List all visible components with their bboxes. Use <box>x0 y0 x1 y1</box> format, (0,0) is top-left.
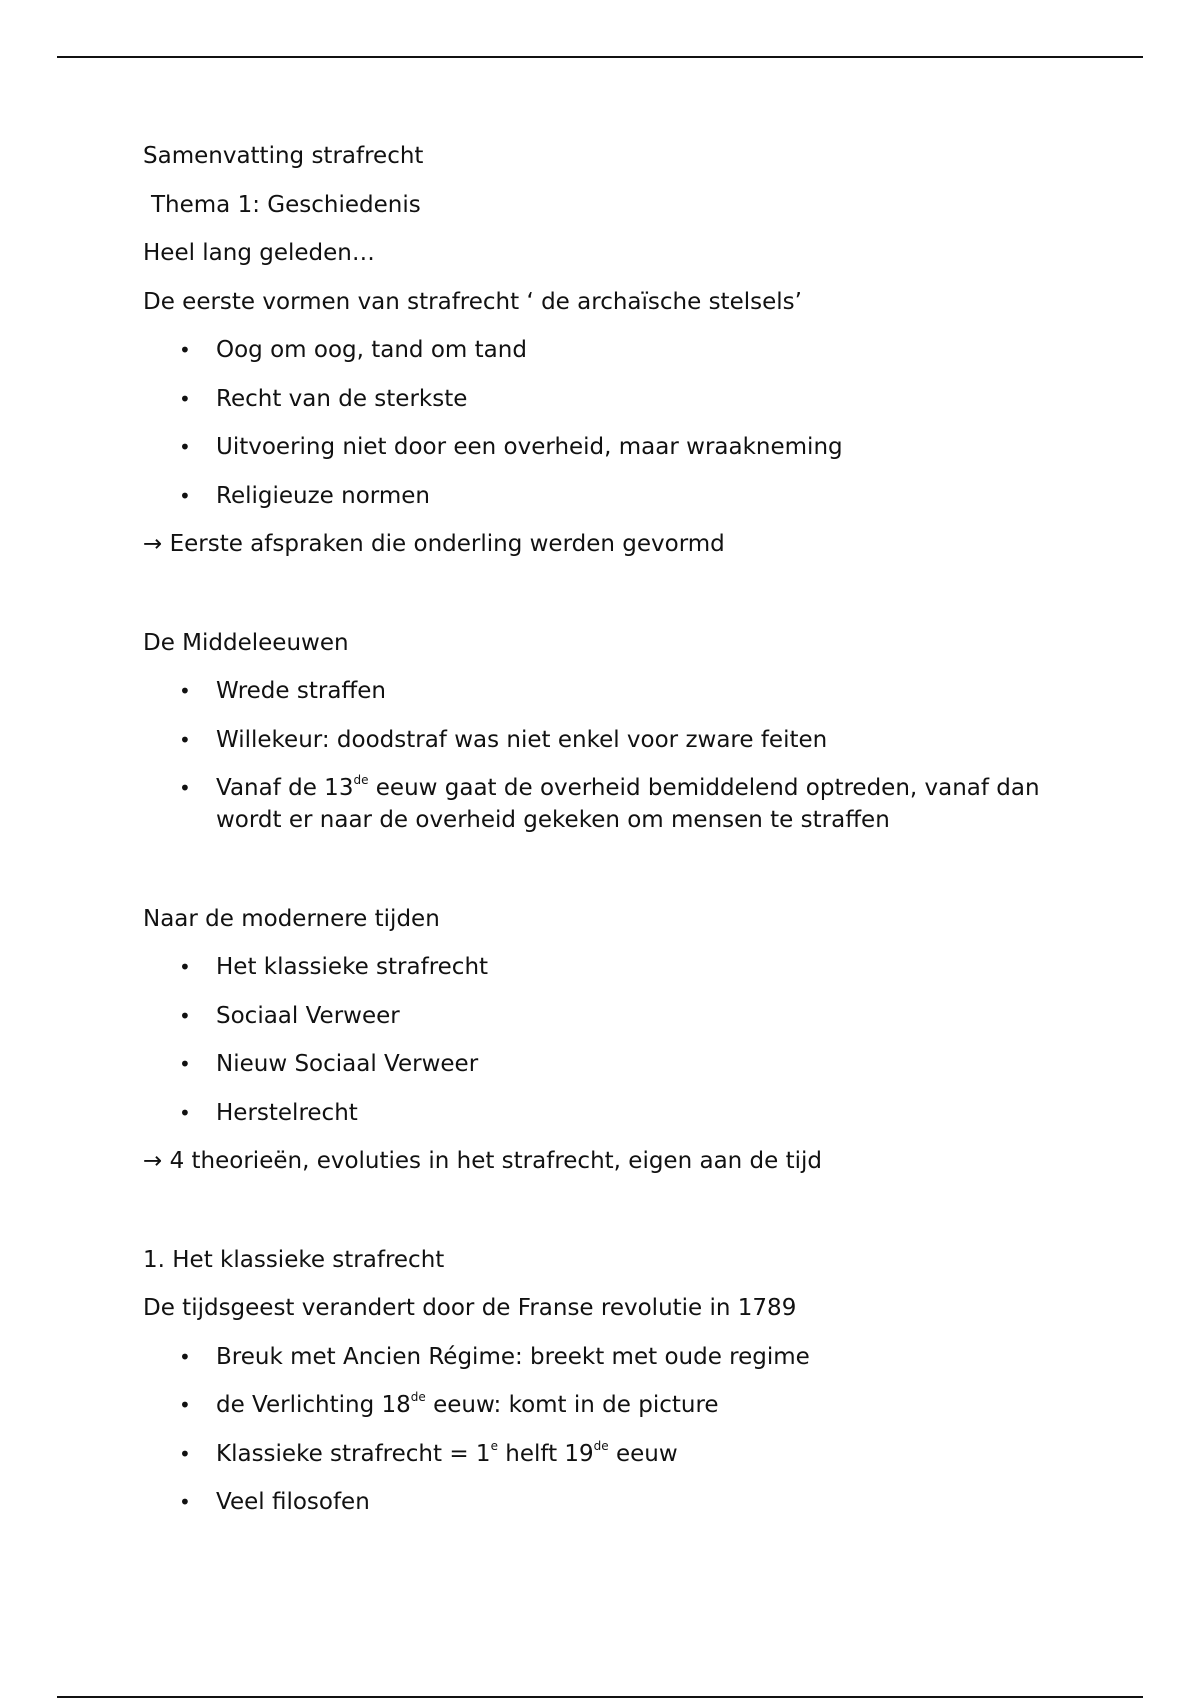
list-item: • de Verlichting 18de eeuw: komt in de picture <box>143 1389 1083 1421</box>
theme-heading: Thema 1: Geschiedenis <box>151 191 421 218</box>
modern-conclusion: → 4 theorieën, evoluties in het strafrecht, eigen aan de tijd <box>143 1148 823 1174</box>
bullet-icon: • <box>179 338 191 362</box>
list-item: • Wrede straffen <box>143 675 1083 707</box>
bullet-icon: • <box>179 435 191 459</box>
bullet-icon: • <box>179 1490 191 1514</box>
list-item: • Oog om oog, tand om tand <box>143 334 1083 366</box>
list-item: • Sociaal Verweer <box>143 1000 1083 1032</box>
classic-subheading: De tijdsgeest verandert door de Franse revolutie in 1789 <box>143 1295 797 1321</box>
list-item: • Veel filosofen <box>143 1486 1083 1518</box>
spacer <box>143 577 1083 627</box>
bullet-icon: • <box>179 1393 191 1417</box>
bullet-icon: • <box>179 776 191 800</box>
list-item: • Het klassieke strafrecht <box>143 951 1083 983</box>
bullet-icon: • <box>179 1344 191 1369</box>
archaic-list <box>143 334 1083 512</box>
bullet-icon: • <box>179 1003 191 1028</box>
list-item: • Breuk met Ancien Régime: breekt met oude regime <box>143 1341 1083 1373</box>
modern-list <box>143 951 1083 1129</box>
middle-ages-heading: De Middeleeuwen <box>143 629 349 656</box>
bullet-icon: • <box>179 727 191 752</box>
list-item: • Nieuw Sociaal Verweer <box>143 1048 1083 1080</box>
document-title: Samenvatting strafrecht <box>143 143 424 169</box>
bottom-rule <box>57 1696 1143 1698</box>
classic-heading: 1. Het klassieke strafrecht <box>143 1246 445 1273</box>
list-item: • Vanaf de 13de eeuw gaat de overheid bemiddelend optreden, vanaf dan wordt er naar de overheid gekeken om mensen te straffen <box>179 773 1040 833</box>
bullet-icon: • <box>179 955 191 979</box>
bullet-icon: • <box>179 1441 191 1466</box>
middle-ages-list <box>143 675 1083 836</box>
bullet-icon: • <box>179 679 191 703</box>
spacer <box>143 853 1083 903</box>
list-item: • Klassieke strafrecht = $1^e$ helft 19de eeuw <box>143 1438 1083 1470</box>
bullet-icon: • <box>179 483 191 508</box>
list-item: • Religieuze normen <box>143 480 1083 512</box>
top-rule <box>57 56 1143 58</box>
classic-list <box>143 1341 1083 1519</box>
archaic-heading: De eerste vormen van strafrecht ‘ de archaïsche stelsels’ <box>143 288 802 315</box>
intro-line: Heel lang geleden… <box>143 240 375 266</box>
bullet-icon: • <box>179 1052 191 1076</box>
document-body <box>143 140 1083 1535</box>
bullet-icon: • <box>179 1100 191 1125</box>
bullet-icon: • <box>179 386 191 411</box>
list-item: • Willekeur: doodstraf was niet enkel voor zware feiten <box>143 724 1083 756</box>
list-item: • Uitvoering niet door een overheid, maar wraakneming <box>143 431 1083 463</box>
archaic-conclusion: → Eerste afspraken die onderling werden gevormd <box>143 531 725 557</box>
list-item: • Recht van de sterkste <box>143 383 1083 415</box>
modern-heading: Naar de modernere tijden <box>143 905 440 932</box>
spacer <box>143 1194 1083 1244</box>
list-item: • Herstelrecht <box>143 1097 1083 1129</box>
